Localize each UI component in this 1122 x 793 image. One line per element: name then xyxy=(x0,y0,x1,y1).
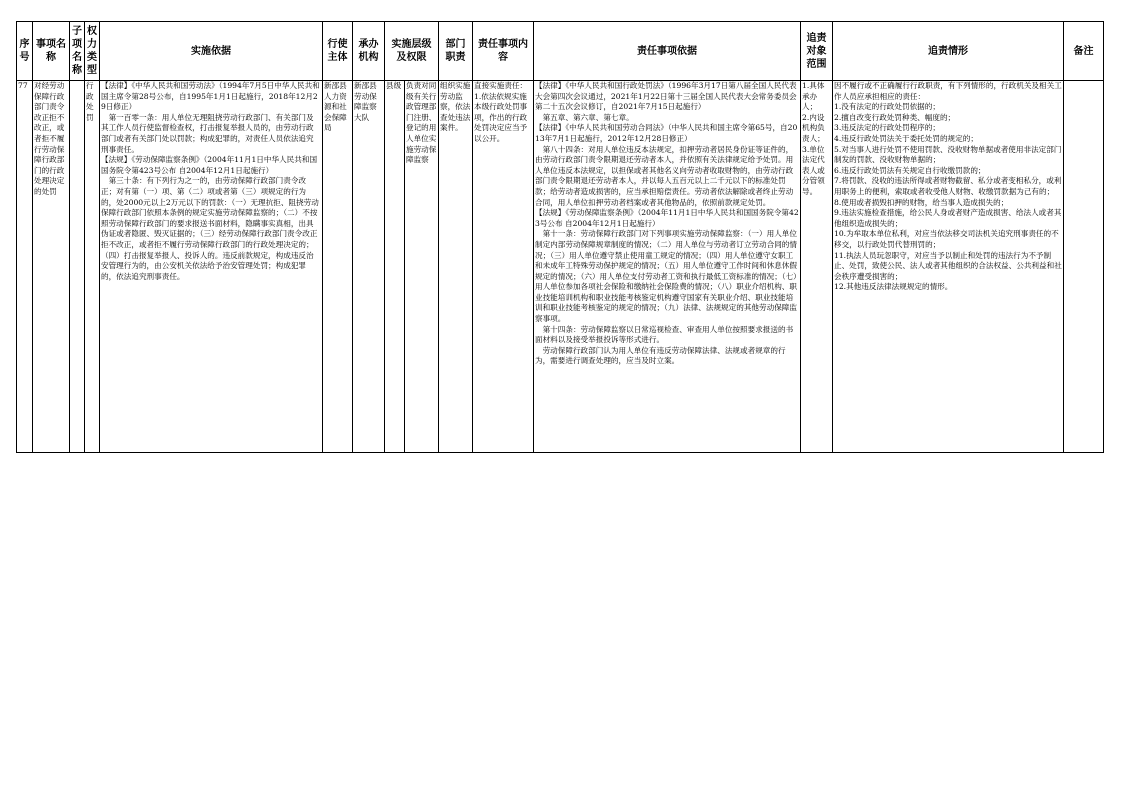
header-item-name: 事项名称 xyxy=(33,22,70,81)
header-seq: 序号 xyxy=(17,22,33,81)
cell-basis: 【法律】《中华人民共和国劳动法》（1994年7月5日中华人民共和国主席令第28号公布，自1995年1月1日起施行，2018年12月29日修正） 第一百零一条：用人单位无理阻挠劳动行政部门、有关部门及其工作人员行使监督检查权，打击报复举报人员的，由劳动行政部门或者有关部门处以罚款；构成犯罪的，对责任人员依法追究刑事责任。 【法规】《劳动保障监察条例》（2004年11月1日中华人民共和国国务院令第423号公布 自2004年12月1日起施行） 第三十条：有下列行为之一的，由劳动保障行政部门责令改正；对有第（一）项、第（二）项或者第（三）项规定的行为的，处2000元以上2万元以下的罚款：（一）无理抗拒、阻挠劳动保障行政部门依照本条例的规定实施劳动保障监察的；（二）不按照劳动保障行政部门的要求报送书面材料，隐瞒事实真相，出具伪证或者隐匿、毁灭证据的；（三）经劳动保障行政部门责令改正拒不改正，或者拒不履行劳动保障行政部门的行政处理决定的；（四）打击报复举报人、投诉人的。违反前款规定，构成违反治安管理行为的，由公安机关依法给予治安管理处罚；构成犯罪的，依法追究刑事责任。 xyxy=(100,81,323,453)
header-remark: 备注 xyxy=(1064,22,1104,81)
header-agency: 承办机构 xyxy=(353,22,385,81)
table-row xyxy=(17,81,1104,453)
cell-agency: 新邵县劳动保障监察大队 xyxy=(353,81,385,453)
cell-resp-basis: 【法律】《中华人民共和国行政处罚法》（1996年3月17日第八届全国人民代表大会第四次会议通过，2021年1月22日第十三届全国人民代表大会常务委员会第二十五次会议修订，自2021年7月15日起施行） 第五章、第六章、第七章。 【法律】《中华人民共和国劳动合同法》（中华人民共和国主席令第65号，自2013年7月1日起施行，2012年12月28日修正） 第八十四条：对用人单位违反本法规定，扣押劳动者居民身份证等证件的，由劳动行政部门责令限期退还劳动者本人，并依照有关法律规定给予处罚。用人单位违反本法规定，以担保或者其他名义向劳动者收取财物的，由劳动行政部门责令限期退还劳动者本人，并以每人五百元以上二千元以下的标准处罚款；给劳动者造成损害的，应当承担赔偿责任。劳动者依法解除或者终止劳动合同，用人单位扣押劳动者档案或者其他物品的，依照前款规定处罚。 【法规】《劳动保障监察条例》（2004年11月1日中华人民共和国国务院令第423号公布 自2004年12月1日起施行） 第十一条：劳动保障行政部门对下列事项实施劳动保障监察：（一）用人单位制定内部劳动保障规章制度的情况；（二）用人单位与劳动者订立劳动合同的情况；（三）用人单位遵守禁止使用童工规定的情况；（四）用人单位遵守女职工和未成年工特殊劳动保护规定的情况；（五）用人单位遵守工作时间和休息休假规定的情况；（六）用人单位支付劳动者工资和执行最低工资标准的情况；（七）用人单位参加各项社会保险和缴纳社会保险费的情况；（八）职业介绍机构、职业技能培训机构和职业技能考核鉴定机构遵守国家有关职业介绍、职业技能培训和职业技能考核鉴定的规定的情况；（九）法律、法规规定的其他劳动保障监察事项。 第十四条：劳动保障监察以日常巡视检查、审查用人单位按照要求报送的书面材料以及接受举报投诉等形式进行。 劳动保障行政部门认为用人单位有违反劳动保障法律、法规或者规章的行为，需要进行调查处理的，应当及时立案。 xyxy=(534,81,801,453)
cell-subject: 新邵县人力资源和社会保障局 xyxy=(323,81,353,453)
cell-content: 直接实施责任： 1.依法依规实施本级行政处罚事项，作出的行政处罚决定应当予以公开。 xyxy=(473,81,534,453)
header-dept-duty: 部门职责 xyxy=(439,22,473,81)
cell-item-name: 对经劳动保障行政部门责令改正拒不改正，或者拒不履行劳动保障行政部门的行政处理决定的处罚 xyxy=(33,81,70,453)
header-content: 责任事项内容 xyxy=(473,22,534,81)
responsibility-table xyxy=(16,21,1104,453)
cell-remark xyxy=(1064,81,1104,453)
cell-sub-item xyxy=(70,81,85,453)
cell-power-type: 行政处罚 xyxy=(85,81,100,453)
header-resp-basis: 责任事项依据 xyxy=(534,22,801,81)
header-scope: 追责对象范围 xyxy=(801,22,833,81)
cell-scope: 1.具体承办人； 2.内设机构负责人； 3.单位法定代表人或分管领导。 xyxy=(801,81,833,453)
cell-dept-duty: 组织实施劳动监察，依法查处违法案件。 xyxy=(439,81,473,453)
header-basis: 实施依据 xyxy=(100,22,323,81)
cell-duty: 负责对同级有关行政管理部门注册、登记的用人单位实施劳动保障监察 xyxy=(405,81,439,453)
header-row xyxy=(17,22,1104,81)
header-sub-item: 子项名称 xyxy=(70,22,85,81)
cell-seq: 77 xyxy=(17,81,33,453)
cell-level: 县级 xyxy=(385,81,405,453)
header-level: 实施层级及权限 xyxy=(385,22,439,81)
header-situation: 追责情形 xyxy=(833,22,1064,81)
cell-situation: 因不履行或不正确履行行政职责，有下列情形的，行政机关及相关工作人员应承担相应的责任： 1.没有法定的行政处罚依据的； 2.擅自改变行政处罚种类、幅度的； 3.违反法定的行政处罚程序的； 4.违反行政处罚法关于委托处罚的规定的； 5.对当事人进行处罚不使用罚款、没收财物单据或者使用非法定部门制发的罚款、没收财物单据的； 6.违反行政处罚法有关规定自行收缴罚款的； 7.将罚款、没收的违法所得或者财物截留、私分或者变相私分，或利用职务上的便利，索取或者收受他人财物、收缴罚款据为己有的； 8.使用或者损毁扣押的财物，给当事人造成损失的； 9.违法实施检查措施，给公民人身或者财产造成损害、给法人或者其他组织造成损失的； 10.为牟取本单位私利，对应当依法移交司法机关追究刑事责任的不移交，以行政处罚代替刑罚的； 11.执法人员玩忽职守，对应当予以制止和处罚的违法行为不予制止、处罚，致使公民、法人或者其他组织的合法权益、公共利益和社会秩序遭受损害的； 12.其他违反法律法规规定的情形。 xyxy=(833,81,1064,453)
header-subject: 行使主体 xyxy=(323,22,353,81)
header-power-type: 权力类型 xyxy=(85,22,100,81)
